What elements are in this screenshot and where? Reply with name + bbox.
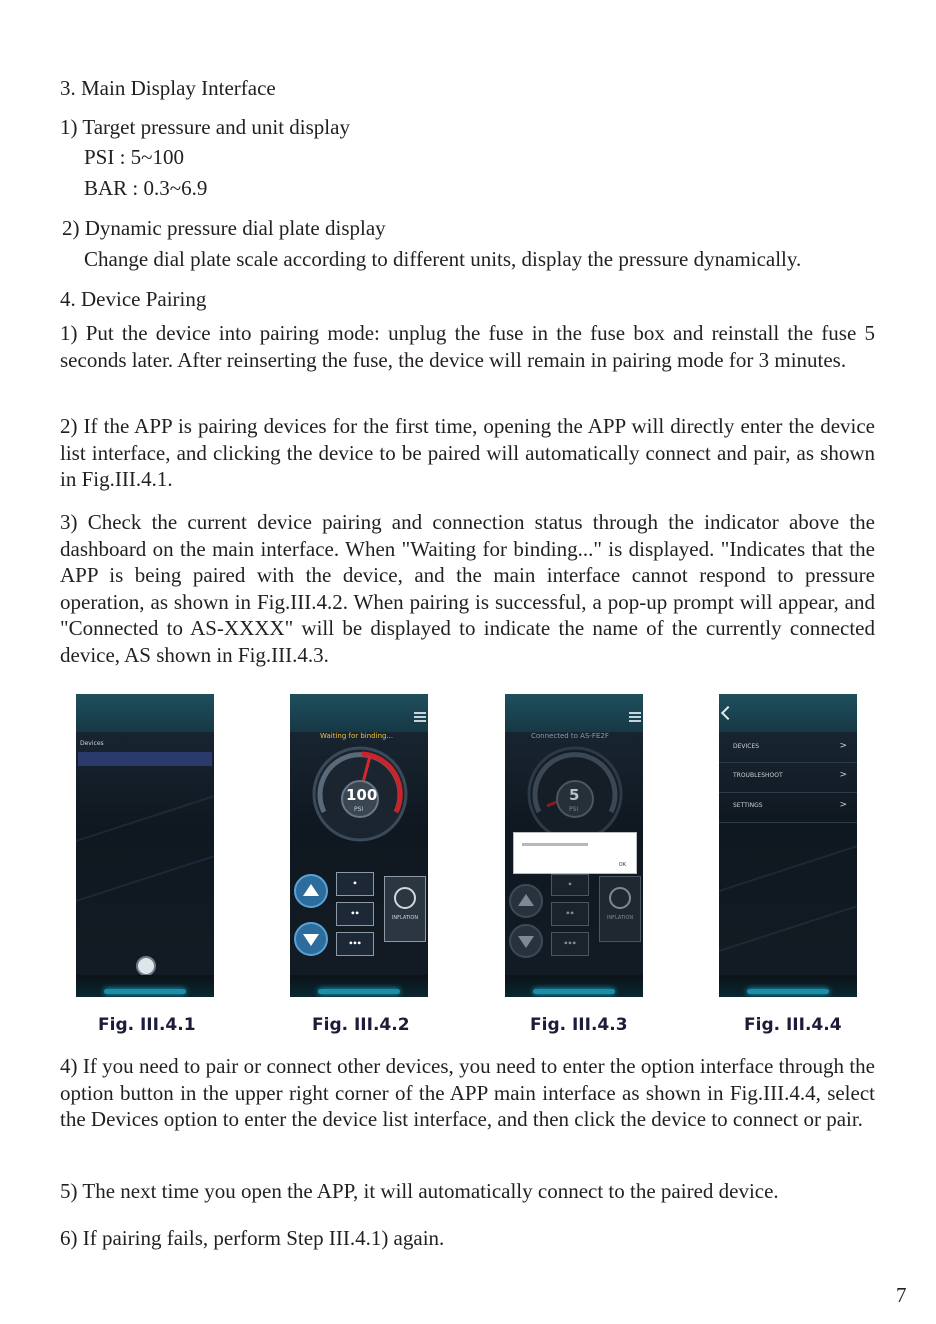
section-heading: 3. Main Display Interface: [60, 76, 276, 100]
pressure-down-button: [509, 924, 543, 958]
preset-2-button: ••: [336, 902, 374, 926]
phone-screenshot-connected: [505, 694, 643, 997]
app-header-bar: [719, 694, 857, 732]
popup-message: [522, 843, 588, 846]
inflation-logo: [384, 876, 426, 942]
bar-range: BAR : 0.3~6.9: [84, 176, 208, 200]
page-number: 7: [896, 1283, 907, 1307]
preset-1-button: •: [336, 872, 374, 896]
gauge-unit: PSI: [569, 806, 579, 813]
pressure-down-button: [294, 922, 328, 956]
menu-item-troubleshoot: [719, 762, 857, 793]
phone-screenshot-waiting: [290, 694, 428, 997]
logo-icon: [609, 887, 631, 909]
paragraph: 2) If the APP is pairing devices for the first time, opening the APP will directly enter the device list interface, and clicking the device to be paired will automatically connect and pair, as shown in Fig.III.4.1.: [60, 414, 875, 492]
app-header-bar: [505, 694, 643, 732]
preset-1-button: •: [551, 874, 589, 896]
brand-label: INFLATION: [391, 915, 419, 921]
section-heading: 4. Device Pairing: [60, 287, 207, 311]
gauge-value: 100: [346, 786, 378, 804]
preset-2-button: ••: [551, 902, 589, 926]
figure-caption: Fig. III.4.1: [98, 1015, 196, 1035]
menu-item-settings: [719, 792, 857, 823]
list-item: 2) Dynamic pressure dial plate display: [62, 216, 386, 240]
item-description: Change dial plate scale according to different units, display the pressure dynamically.: [84, 247, 802, 271]
gauge-unit: PSI: [354, 806, 364, 813]
paragraph: 3) Check the current device pairing and connection status through the indicator above the dashboard on the main interface. When "Waiting for binding..." is displayed. "Indicates that the APP is being paired with the device, and the main interface cannot respond to pressure operation, as shown in Fig.III.4.2. When pairing is successful, a pop-up prompt will appear, and "Connected to AS-XXXX" will be displayed to indicate the name of the currently connected device, AS shown in Fig.III.4.3.: [60, 510, 875, 667]
menu-icon: [629, 712, 641, 722]
menu-label: SETTINGS: [733, 802, 763, 809]
paragraph: 1) Put the device into pairing mode: unplug the fuse in the fuse box and reinstall the fuse 5 seconds later. After reinserting the fuse, the device will remain in pairing mode for 3 minutes.: [60, 321, 875, 372]
logo-icon: [136, 956, 156, 976]
inflation-logo: [599, 876, 641, 942]
device-row: [78, 752, 212, 766]
chevron-right-icon: >: [839, 770, 847, 780]
pairing-success-popup: [513, 832, 637, 874]
psi-range: PSI : 5~100: [84, 145, 185, 169]
pressure-up-button: [294, 874, 328, 908]
back-icon: [721, 706, 735, 720]
paragraph: 5) The next time you open the APP, it will automatically connect to the paired device.: [60, 1179, 779, 1203]
list-item: 1) Target pressure and unit display: [60, 115, 350, 139]
app-header-bar: [290, 694, 428, 732]
figure-caption: Fig. III.4.2: [312, 1015, 410, 1035]
preset-3-button: •••: [336, 932, 374, 956]
paragraph: 4) If you need to pair or connect other devices, you need to enter the option interface through the option button in the upper right corner of the APP main interface as shown in Fig.III.4.4, select the Devices option to enter the device list interface, and then click the device to connect or pair.: [60, 1054, 875, 1132]
logo-icon: [394, 887, 416, 909]
figure-caption: Fig. III.4.4: [744, 1015, 842, 1035]
popup-ok-button: OK: [618, 862, 626, 868]
connection-status: Connected to AS-FE2F: [531, 732, 609, 740]
chevron-right-icon: >: [839, 800, 847, 810]
chevron-right-icon: >: [839, 741, 847, 751]
binding-status: Waiting for binding...: [320, 732, 394, 740]
brand-label: INFLATION: [606, 915, 634, 921]
figure-caption: Fig. III.4.3: [530, 1015, 628, 1035]
menu-label: TROUBLESHOOT: [733, 772, 783, 779]
paragraph: 6) If pairing fails, perform Step III.4.1) again.: [60, 1226, 445, 1250]
menu-icon: [414, 712, 426, 722]
app-header-bar: [76, 694, 214, 732]
devices-label: Devices: [80, 740, 104, 747]
phone-screenshot-options: [719, 694, 857, 997]
pressure-up-button: [509, 884, 543, 918]
menu-label: DEVICES: [733, 743, 760, 750]
menu-item-devices: [719, 734, 857, 763]
phone-screenshot-device-list: [76, 694, 214, 997]
preset-3-button: •••: [551, 932, 589, 956]
gauge-value: 5: [569, 786, 580, 804]
